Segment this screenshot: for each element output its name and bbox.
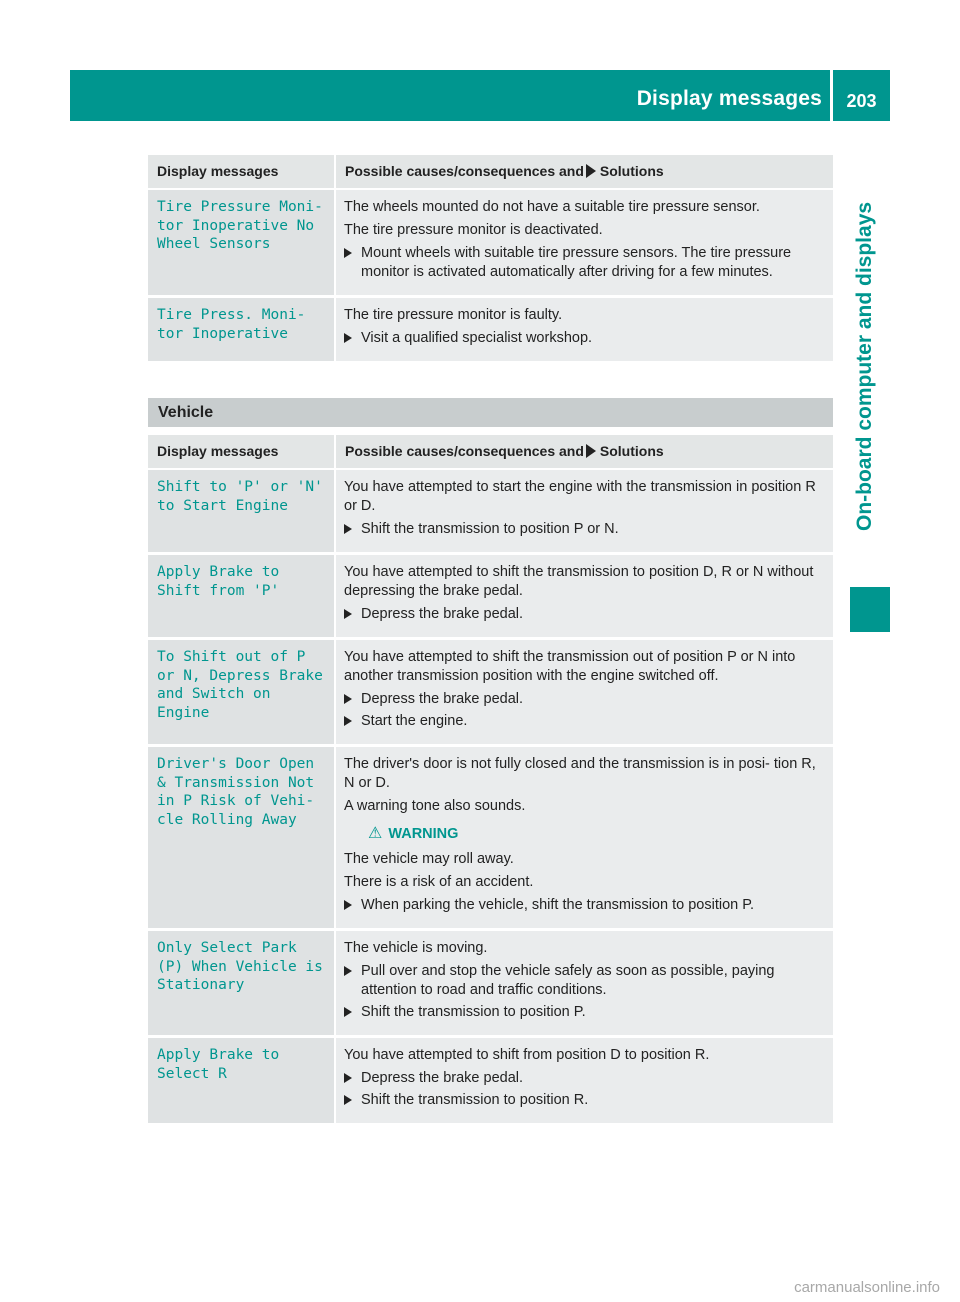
solution-step-text: Mount wheels with suitable tire pressure sensors. The tire pressure monitor is activated automatically after driving for a few minutes. [361, 245, 792, 281]
display-message-code: Tire Pressure Moni‐ tor Inoperative No Wheel Sensors [148, 189, 335, 297]
solution-step [344, 690, 823, 709]
solution-step-text: Depress the brake pedal. [361, 606, 524, 623]
solution-step-text: Shift the transmission to position P or N. [361, 521, 619, 538]
solution-step-text: Depress the brake pedal. [361, 1070, 524, 1087]
table-row [148, 639, 833, 746]
step-arrow-icon [344, 524, 352, 534]
solution-step [344, 896, 823, 915]
step-arrow-icon [344, 609, 352, 619]
warning-triangle-icon: ⚠ [368, 825, 383, 843]
message-description [335, 189, 833, 297]
warning-text: There is a risk of an accident. [344, 874, 534, 891]
message-description [335, 930, 833, 1037]
display-message-code: To Shift out of P or N, Depress Brake and Switch on Engine [148, 639, 335, 746]
solution-step [344, 1003, 823, 1022]
solution-step-text: Depress the brake pedal. [361, 691, 524, 708]
message-description [335, 469, 833, 554]
step-arrow-icon [344, 333, 352, 343]
table-body [148, 469, 833, 1125]
side-chapter-tab [838, 121, 890, 541]
message-description [335, 297, 833, 363]
column-display-messages: Display messages [148, 435, 335, 469]
chapter-title: On-board computer and displays [853, 201, 876, 531]
cause-text: The vehicle is moving. [344, 940, 488, 957]
cause-text: The tire pressure monitor is faulty. [344, 307, 563, 324]
cause-text: The tire pressure monitor is deactivated. [344, 222, 603, 239]
message-description [335, 746, 833, 930]
table-header-row [148, 155, 833, 189]
solution-step [344, 962, 823, 1000]
column-causes [335, 155, 833, 189]
display-message-code: Apply Brake to Select R [148, 1037, 335, 1125]
step-arrow-icon [344, 716, 352, 726]
step-arrow-icon [344, 1073, 352, 1083]
table-row [148, 930, 833, 1037]
cause-text: The driver's door is not fully closed and the transmission is in posi‐ tion R, N or D. [344, 756, 816, 792]
warning-text: The vehicle may roll away. [344, 851, 514, 868]
chapter-marker [850, 587, 890, 632]
message-description [335, 639, 833, 746]
display-message-code: Only Select Park (P) When Vehicle is Stationary [148, 930, 335, 1037]
step-arrow-icon [344, 900, 352, 910]
step-arrow-icon [344, 694, 352, 704]
table-body [148, 189, 833, 363]
tire-pressure-table [148, 155, 833, 364]
solution-step [344, 1069, 823, 1088]
step-arrow-icon [344, 1007, 352, 1017]
cause-text: You have attempted to shift from position D to position R. [344, 1047, 710, 1064]
solution-step [344, 605, 823, 624]
cause-text: A warning tone also sounds. [344, 798, 526, 815]
table-header-row [148, 435, 833, 469]
solution-step [344, 244, 823, 282]
step-arrow-icon [344, 966, 352, 976]
solution-step [344, 520, 823, 539]
cause-text: You have attempted to start the engine with the transmission in position R or D. [344, 479, 816, 515]
cause-text: You have attempted to shift the transmission to position D, R or N without depressing the brake pedal. [344, 564, 814, 600]
cause-text: You have attempted to shift the transmission out of position P or N into another transmission position with the engine switched off. [344, 649, 796, 685]
solutions-label: Solutions [599, 443, 664, 459]
footer-watermark: carmanualsonline.info [794, 1279, 940, 1296]
table-row [148, 1037, 833, 1125]
solution-arrow-icon [586, 164, 596, 178]
display-message-code: Apply Brake to Shift from 'P' [148, 554, 335, 639]
solution-step-text: When parking the vehicle, shift the transmission to position P. [361, 897, 755, 914]
vehicle-table [148, 435, 833, 1126]
page-title: Display messages [636, 87, 822, 110]
header-bar [70, 70, 890, 121]
solution-step [344, 329, 823, 348]
message-description [335, 554, 833, 639]
table-row [148, 554, 833, 639]
display-message-code: Tire Press. Moni‐ tor Inoperative [148, 297, 335, 363]
solution-step-text: Shift the transmission to position P. [361, 1004, 586, 1021]
solution-step-text: Visit a qualified specialist workshop. [361, 330, 593, 347]
column-causes [335, 435, 833, 469]
solution-step-text: Pull over and stop the vehicle safely as soon as possible, paying attention to road and traffic conditions. [361, 963, 775, 999]
solution-step [344, 1091, 823, 1110]
table-row [148, 297, 833, 363]
solution-step-text: Start the engine. [361, 713, 468, 730]
display-message-code: Shift to 'P' or 'N' to Start Engine [148, 469, 335, 554]
warning-label: WARNING [388, 826, 459, 843]
step-arrow-icon [344, 1095, 352, 1105]
table-row [148, 746, 833, 930]
causes-label: Possible causes/consequences and [345, 163, 584, 179]
step-arrow-icon [344, 248, 352, 258]
cause-text: The wheels mounted do not have a suitable tire pressure sensor. [344, 199, 760, 216]
table-row [148, 189, 833, 297]
solutions-label: Solutions [599, 163, 664, 179]
message-description [335, 1037, 833, 1125]
table-row [148, 469, 833, 554]
causes-label: Possible causes/consequences and [345, 443, 584, 459]
solution-step [344, 712, 823, 731]
display-message-code: Driver's Door Open & Transmission Not in P Risk of Vehi‐ cle Rolling Away [148, 746, 335, 930]
page-number: 203 [846, 91, 877, 111]
column-display-messages: Display messages [148, 155, 335, 189]
solution-step-text: Shift the transmission to position R. [361, 1092, 589, 1109]
section-title-vehicle: Vehicle [148, 398, 833, 427]
warning-heading [368, 824, 823, 844]
solution-arrow-icon [586, 444, 596, 458]
